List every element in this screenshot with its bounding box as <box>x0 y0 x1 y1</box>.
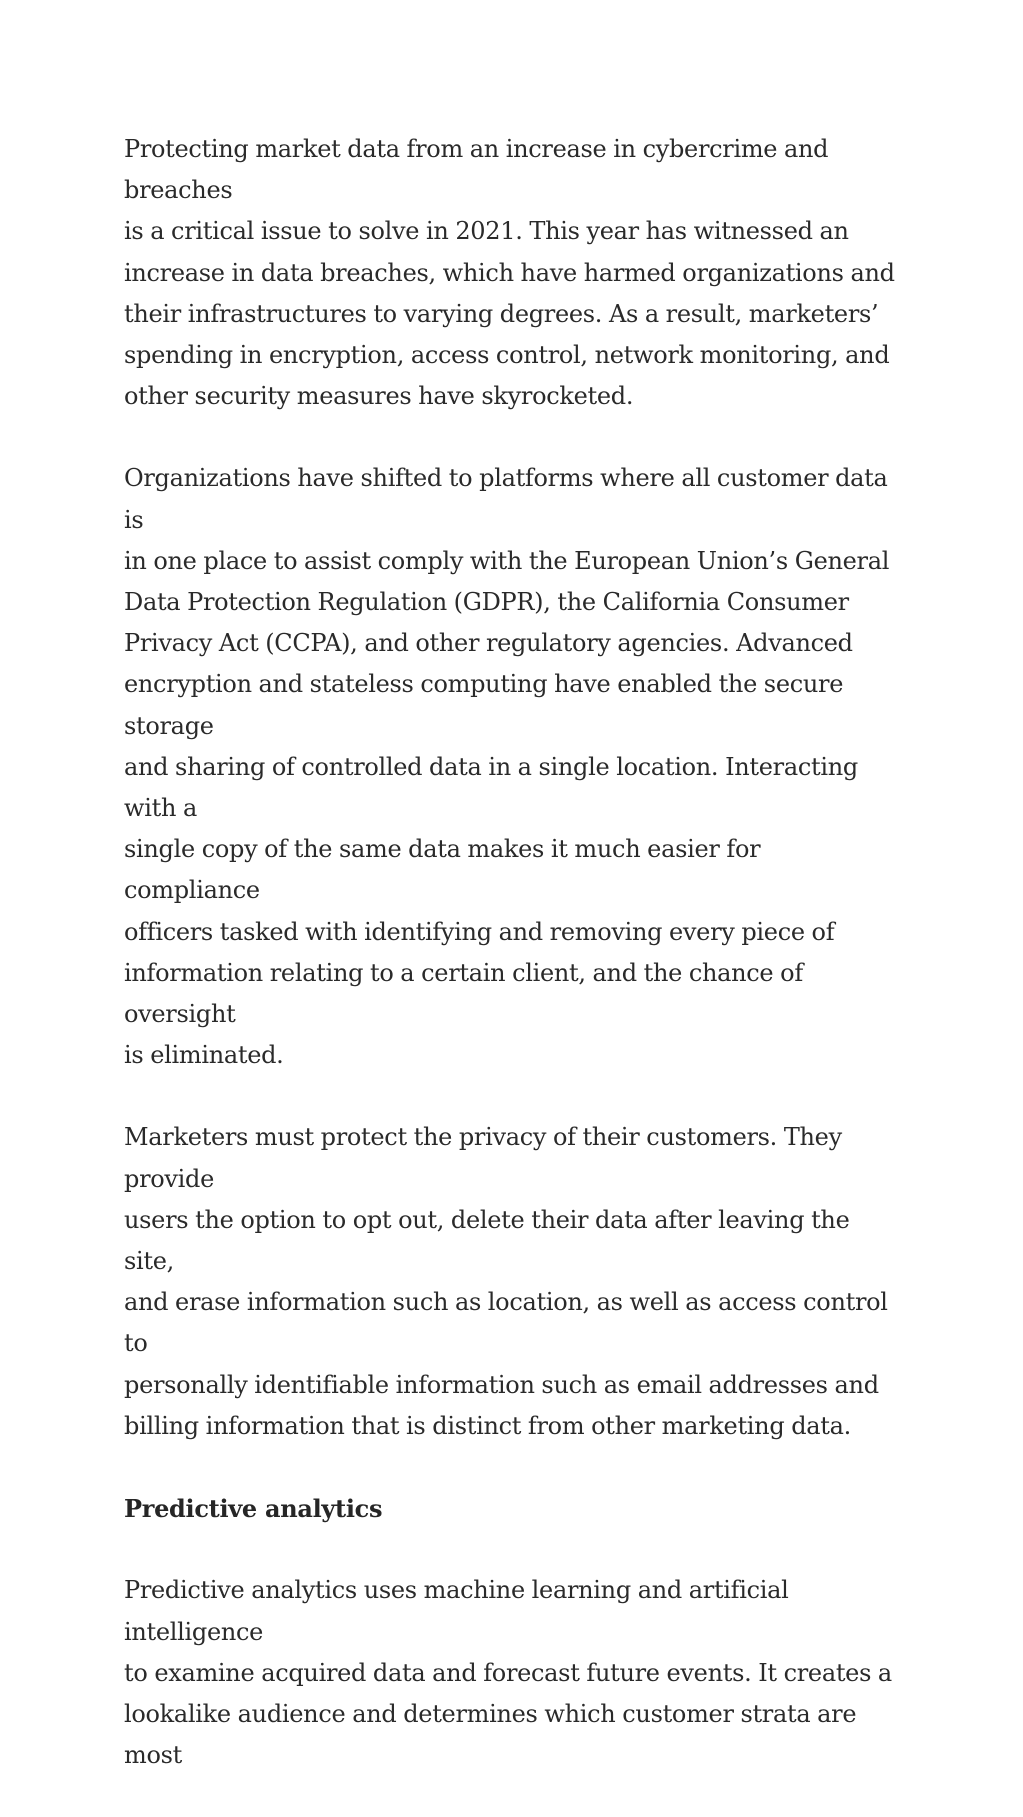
paragraph-predictive-analytics: Predictive analytics uses machine learning and artificial intelligence to examine acquired data and forecast future events. It creates a lookalike audience and determines which customer strata are most <box>124 1576 892 1770</box>
paragraph-customer-privacy: Marketers must protect the privacy of their customers. They provide users the option to opt out, delete their data after leaving the site, and erase information such as location, as well as access control to personally identifiable information such as email addresses and billing information that is distinct from other marketing data. <box>124 1123 888 1440</box>
paragraph-data-platforms: Organizations have shifted to platforms where all customer data is in one place to assist comply with the European Union’s General Data Protection Regulation (GDPR), the California Consumer Privacy Act (CCPA), and other regulatory agencies. Advanced encryption and stateless computing have enabled the secure storage and sharing of controlled data in a single location. Interacting with a single copy of the same data makes it much easier for compliance officers tasked with identifying and removing every piece of information relating to a certain client, and the chance of oversight is eliminated. <box>124 464 890 1070</box>
article-body <box>124 129 902 1817</box>
paragraph-data-security: Protecting market data from an increase in cybercrime and breaches is a critical issue to solve in 2021. This year has witnessed an increase in data breaches, which have harmed organizations and their infrastructures to varying degrees. As a result, marketers’ spending in encryption, access control, network monitoring, and other security measures have skyrocketed. <box>124 135 895 411</box>
section-heading: Predictive analytics <box>124 1494 383 1524</box>
